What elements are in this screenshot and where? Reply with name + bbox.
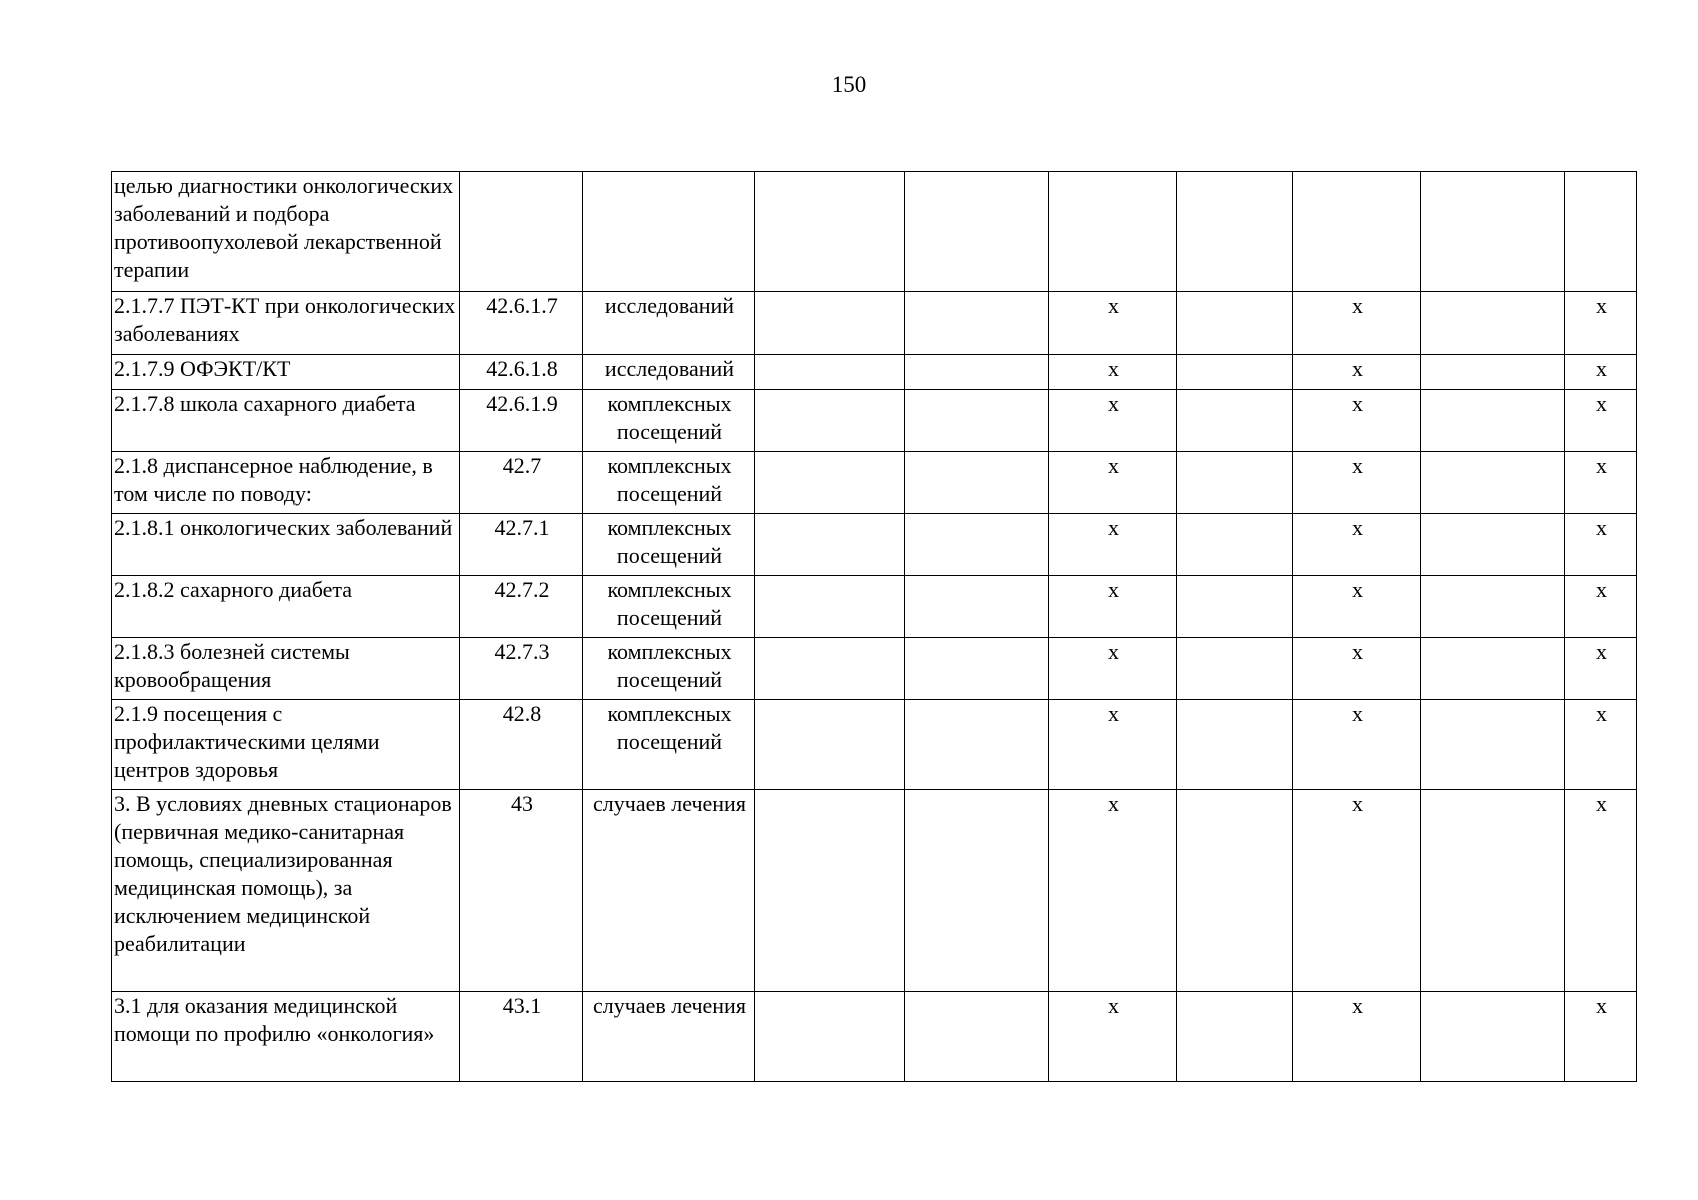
table-row — [112, 452, 1637, 514]
x-mark-cell: х — [1293, 700, 1421, 790]
x-mark-cell — [1565, 172, 1637, 292]
x-mark-cell: х — [1049, 390, 1177, 452]
x-mark-cell: х — [1049, 292, 1177, 355]
empty-cell — [1177, 355, 1293, 390]
empty-cell — [755, 514, 905, 576]
table-row — [112, 992, 1637, 1082]
row-code-cell: 42.8 — [460, 700, 583, 790]
empty-cell — [1421, 390, 1565, 452]
empty-cell — [1177, 638, 1293, 700]
x-mark-cell: х — [1293, 355, 1421, 390]
empty-cell — [905, 172, 1049, 292]
x-mark-cell — [1293, 172, 1421, 292]
row-unit-cell: комплексных посещений — [583, 452, 755, 514]
empty-cell — [1177, 992, 1293, 1082]
row-unit-cell: комплексных посещений — [583, 514, 755, 576]
x-mark-cell: х — [1049, 992, 1177, 1082]
empty-cell — [905, 292, 1049, 355]
row-name-cell: 2.1.9 посещения с профилактическими целями центров здоровья — [112, 700, 460, 790]
row-name-cell: 2.1.7.9 ОФЭКТ/КТ — [112, 355, 460, 390]
empty-cell — [1421, 576, 1565, 638]
x-mark-cell — [1049, 172, 1177, 292]
x-mark-cell: х — [1293, 576, 1421, 638]
table-row — [112, 355, 1637, 390]
row-name-cell: 2.1.8.3 болезней системы кровообращения — [112, 638, 460, 700]
x-mark-cell: х — [1565, 452, 1637, 514]
empty-cell — [905, 355, 1049, 390]
empty-cell — [1421, 514, 1565, 576]
page-number: 150 — [831, 72, 867, 97]
row-code-cell: 42.6.1.9 — [460, 390, 583, 452]
row-unit-cell: исследований — [583, 292, 755, 355]
x-mark-cell: х — [1293, 390, 1421, 452]
empty-cell — [905, 452, 1049, 514]
x-mark-cell: х — [1049, 452, 1177, 514]
row-name-cell: 3.1 для оказания медицинской помощи по профилю «онкология» — [112, 992, 460, 1082]
empty-cell — [1421, 452, 1565, 514]
row-name-cell: 2.1.7.7 ПЭТ-КТ при онкологических заболеваниях — [112, 292, 460, 355]
x-mark-cell: х — [1293, 514, 1421, 576]
empty-cell — [1177, 292, 1293, 355]
empty-cell — [1421, 355, 1565, 390]
row-code-cell: 42.6.1.7 — [460, 292, 583, 355]
row-unit-cell: комплексных посещений — [583, 576, 755, 638]
row-code-cell: 43 — [460, 790, 583, 992]
empty-cell — [905, 576, 1049, 638]
x-mark-cell: х — [1049, 355, 1177, 390]
row-code-cell: 42.7 — [460, 452, 583, 514]
x-mark-cell: х — [1565, 700, 1637, 790]
row-unit-cell: комплексных посещений — [583, 700, 755, 790]
x-mark-cell: х — [1293, 638, 1421, 700]
empty-cell — [1177, 576, 1293, 638]
empty-cell — [1177, 172, 1293, 292]
x-mark-cell: х — [1565, 292, 1637, 355]
empty-cell — [1177, 452, 1293, 514]
row-name-cell: 2.1.8.1 онкологических заболеваний — [112, 514, 460, 576]
x-mark-cell: х — [1293, 790, 1421, 992]
empty-cell — [905, 514, 1049, 576]
empty-cell — [1177, 390, 1293, 452]
table-row — [112, 172, 1637, 292]
row-name-cell: 2.1.8 диспансерное наблюдение, в том числе по поводу: — [112, 452, 460, 514]
row-unit-cell — [583, 172, 755, 292]
row-code-cell: 42.6.1.8 — [460, 355, 583, 390]
x-mark-cell: х — [1565, 992, 1637, 1082]
empty-cell — [905, 790, 1049, 992]
row-unit-cell: случаев лечения — [583, 790, 755, 992]
empty-cell — [755, 452, 905, 514]
x-mark-cell: х — [1293, 992, 1421, 1082]
row-code-cell: 43.1 — [460, 992, 583, 1082]
x-mark-cell: х — [1049, 638, 1177, 700]
x-mark-cell: х — [1565, 355, 1637, 390]
empty-cell — [905, 992, 1049, 1082]
empty-cell — [755, 576, 905, 638]
row-code-cell: 42.7.3 — [460, 638, 583, 700]
row-unit-cell: исследований — [583, 355, 755, 390]
empty-cell — [755, 172, 905, 292]
table-row — [112, 638, 1637, 700]
data-table — [111, 171, 1637, 1082]
empty-cell — [905, 700, 1049, 790]
empty-cell — [755, 638, 905, 700]
x-mark-cell: х — [1049, 700, 1177, 790]
x-mark-cell: х — [1049, 514, 1177, 576]
row-unit-cell: комплексных посещений — [583, 638, 755, 700]
table-row — [112, 514, 1637, 576]
empty-cell — [755, 390, 905, 452]
table-row — [112, 390, 1637, 452]
x-mark-cell: х — [1565, 576, 1637, 638]
row-unit-cell: комплексных посещений — [583, 390, 755, 452]
empty-cell — [1177, 514, 1293, 576]
x-mark-cell: х — [1565, 514, 1637, 576]
empty-cell — [905, 638, 1049, 700]
empty-cell — [1421, 172, 1565, 292]
table-row — [112, 700, 1637, 790]
table-row — [112, 790, 1637, 992]
x-mark-cell: х — [1293, 292, 1421, 355]
x-mark-cell: х — [1293, 452, 1421, 514]
empty-cell — [755, 355, 905, 390]
empty-cell — [1421, 292, 1565, 355]
row-code-cell: 42.7.2 — [460, 576, 583, 638]
empty-cell — [1421, 638, 1565, 700]
row-name-cell: 2.1.8.2 сахарного диабета — [112, 576, 460, 638]
empty-cell — [1177, 700, 1293, 790]
empty-cell — [755, 790, 905, 992]
table-row — [112, 292, 1637, 355]
empty-cell — [755, 292, 905, 355]
x-mark-cell: х — [1049, 790, 1177, 992]
x-mark-cell: х — [1565, 638, 1637, 700]
empty-cell — [1421, 700, 1565, 790]
empty-cell — [755, 992, 905, 1082]
row-name-cell: 2.1.7.8 школа сахарного диабета — [112, 390, 460, 452]
row-name-cell: 3. В условиях дневных стационаров (первичная медико-санитарная помощь, специализированная медицинская помощь), за исключением медицинской реабилитации — [112, 790, 460, 992]
x-mark-cell: х — [1049, 576, 1177, 638]
empty-cell — [1421, 790, 1565, 992]
empty-cell — [1177, 790, 1293, 992]
x-mark-cell: х — [1565, 390, 1637, 452]
x-mark-cell: х — [1565, 790, 1637, 992]
row-name-cell: целью диагностики онкологических заболеваний и подбора противоопухолевой лекарственной терапии — [112, 172, 460, 292]
empty-cell — [905, 390, 1049, 452]
empty-cell — [755, 700, 905, 790]
row-unit-cell: случаев лечения — [583, 992, 755, 1082]
row-code-cell — [460, 172, 583, 292]
table-row — [112, 576, 1637, 638]
row-code-cell: 42.7.1 — [460, 514, 583, 576]
empty-cell — [1421, 992, 1565, 1082]
